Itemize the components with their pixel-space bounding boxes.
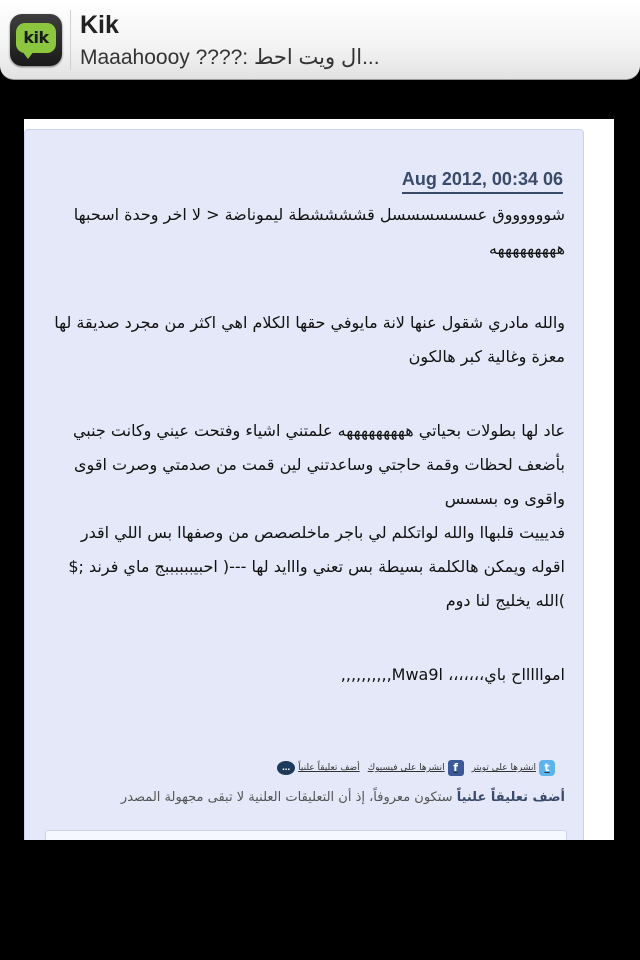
- share-facebook-link[interactable]: [368, 760, 464, 776]
- kik-notification-banner[interactable]: [0, 0, 640, 80]
- notification-message: Maaahoooy ????: ال ويت احط...: [80, 46, 380, 69]
- post-line: امواااااح باي،،،،،،، Mwa9l,,,,,,,,,,: [340, 665, 565, 684]
- notification-title: Kik: [80, 11, 119, 39]
- post-line: عاد لها بطولات بحياتي هههههههههه علمتني اشياء وفتحت عيني وكانت جنبي بأضعف لحظات وقمة حاجتي وساعدتني لين قمت من صدمتي وصرت اقوى واقوى وه بسسس: [72, 421, 565, 508]
- comment-textarea[interactable]: [45, 830, 567, 840]
- share-twitter-label: انشرها على تويتر: [471, 763, 536, 773]
- post-date[interactable]: Aug 2012, 00:34 06: [402, 168, 563, 194]
- facebook-icon: f: [448, 760, 464, 776]
- paragraph-gap: [45, 618, 565, 658]
- comment-bubble-icon: …: [277, 761, 295, 775]
- public-comment-note-strong[interactable]: أضف تعليقاً علنياً: [456, 790, 565, 805]
- public-comment-note-text: ستكون معروفاً، إذ أن التعليقات العلنية لا تبقى مجهولة المصدر: [120, 790, 457, 805]
- add-comment-label: أضف تعليقاً علنياً: [298, 763, 360, 773]
- kik-logo-text: kik: [16, 23, 56, 53]
- kik-app-icon: [10, 14, 62, 66]
- paragraph-gap: [45, 374, 565, 414]
- share-twitter-link[interactable]: [472, 760, 555, 776]
- post-line: فديييت قلبهاا والله لواتكلم لي باجر ماخلصصص من وصفهاا بس اللي اقدر اقوله ويمكن هالكلمة بسيطة بس تعني وااايد لها ---( احبيببببببج ماي فرند ;$ )الله يخليج لنا دوم: [68, 523, 565, 610]
- post-line: شووووووق عسسسسسسل قششششطة ليموناضة < لا اخر وحدة اسحبها هههههههههه: [73, 205, 565, 258]
- post-card: [24, 129, 584, 840]
- public-comment-note: [35, 790, 565, 805]
- share-row: [277, 760, 555, 776]
- kik-bubble-tail: [22, 51, 34, 59]
- post-line: والله مادري شقول عنها لانة مايوفي حقها الكلام اهي اكثر من مجرد صديقة لها معزة وغالية كبر هالكون: [54, 313, 565, 366]
- web-page-content[interactable]: [24, 119, 614, 840]
- post-body: [45, 198, 565, 692]
- notification-divider: [70, 10, 71, 70]
- add-comment-link[interactable]: [277, 761, 360, 775]
- twitter-icon: t: [539, 760, 555, 776]
- share-facebook-label: انشرها على فيسبوك: [367, 763, 445, 773]
- paragraph-gap: [45, 266, 565, 306]
